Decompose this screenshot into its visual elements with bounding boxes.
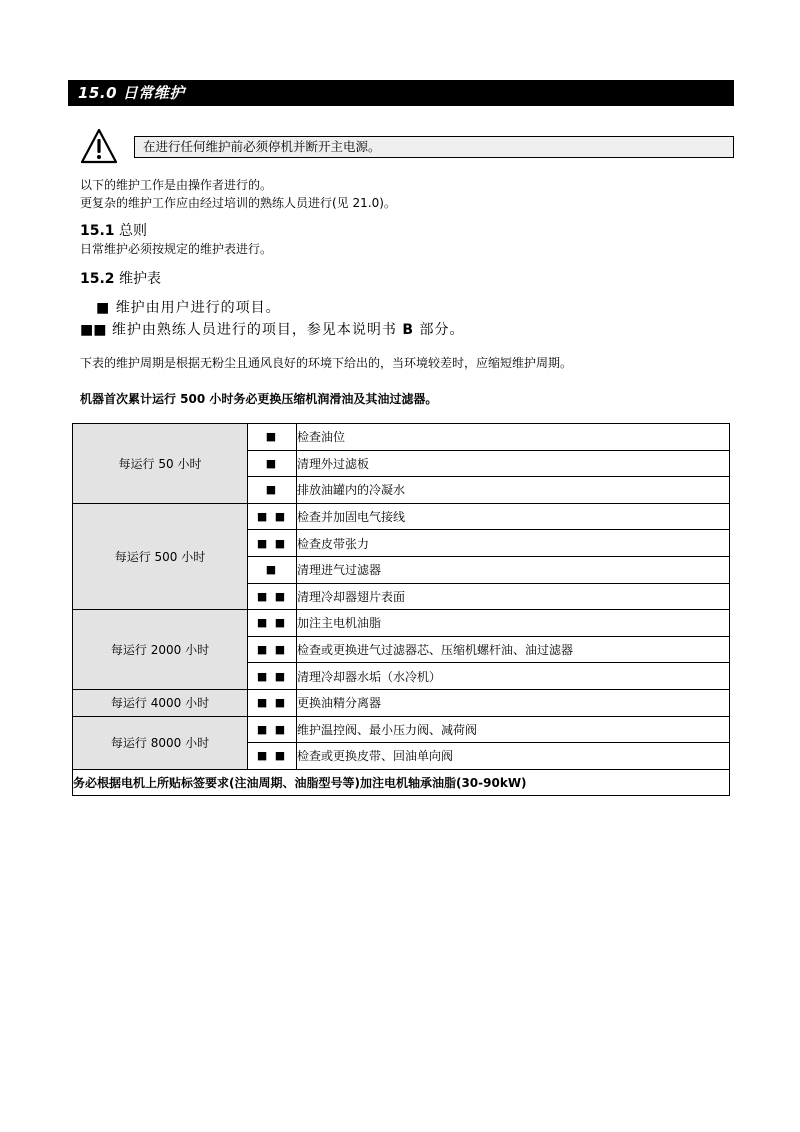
section-15-1-number: 15.1 <box>80 223 115 239</box>
interval-cell: 每运行 8000 小时 <box>73 716 248 769</box>
table-footer-row <box>73 769 730 796</box>
mark-cell: ■ ■ <box>248 610 297 637</box>
double-mark-icon: ■■ <box>80 322 107 338</box>
section-15-1-heading <box>80 220 147 240</box>
intro-line-1: 以下的维护工作是由操作者进行的。 <box>80 178 273 192</box>
section-15-2-title: 维护表 <box>119 271 161 287</box>
section-title: 15.0 日常维护 <box>78 84 185 102</box>
environment-note: 下表的维护周期是根据无粉尘且通风良好的环境下给出的，当环境较差时，应缩短维护周期。 <box>80 356 573 370</box>
task-cell: 维护温控阀、最小压力阀、减荷阀 <box>297 716 730 743</box>
table-row <box>73 689 730 716</box>
maintenance-table <box>72 423 730 796</box>
table-row <box>73 424 730 451</box>
table-footer-note: 务必根据电机上所贴标签要求(注油周期、油脂型号等)加注电机轴承油脂(30-90kW) <box>73 769 730 796</box>
table-row <box>73 716 730 743</box>
task-cell: 检查或更换皮带、回油单向阀 <box>297 743 730 770</box>
legend-double-text-b: B <box>402 322 415 338</box>
interval-cell: 每运行 500 小时 <box>73 503 248 609</box>
task-cell: 加注主电机油脂 <box>297 610 730 637</box>
first-500h-note: 机器首次累计运行 500 小时务必更换压缩机润滑油及其油过滤器。 <box>80 392 438 406</box>
task-cell: 检查油位 <box>297 424 730 451</box>
legend-double-text-pre: 维护由熟练人员进行的项目，参见本说明书 <box>111 322 397 338</box>
single-mark-icon: ■ <box>96 300 111 316</box>
mark-cell: ■ ■ <box>248 743 297 770</box>
mark-cell: ■ ■ <box>248 530 297 557</box>
mark-cell: ■ ■ <box>248 583 297 610</box>
task-cell: 检查并加固电气接线 <box>297 503 730 530</box>
legend-single <box>96 297 281 317</box>
warning-box <box>134 136 734 158</box>
legend-double <box>80 319 465 339</box>
mark-cell: ■ <box>248 424 297 451</box>
task-cell: 清理外过滤板 <box>297 450 730 477</box>
warning-text: 在进行任何维护前必须停机并断开主电源。 <box>143 139 381 154</box>
interval-cell: 每运行 4000 小时 <box>73 689 248 716</box>
section-15-1-body: 日常维护必须按规定的维护表进行。 <box>80 242 273 256</box>
mark-cell: ■ <box>248 450 297 477</box>
warning-triangle-icon <box>80 128 118 164</box>
section-header-bar <box>68 80 734 106</box>
interval-cell: 每运行 50 小时 <box>73 424 248 504</box>
task-cell: 检查或更换进气过滤器芯、压缩机螺杆油、油过滤器 <box>297 636 730 663</box>
mark-cell: ■ ■ <box>248 663 297 690</box>
table-row <box>73 610 730 637</box>
section-15-1-title: 总则 <box>119 223 147 239</box>
mark-cell: ■ ■ <box>248 716 297 743</box>
mark-cell: ■ <box>248 556 297 583</box>
task-cell: 排放油罐内的冷凝水 <box>297 477 730 504</box>
intro-line-2: 更复杂的维护工作应由经过培训的熟练人员进行(见 21.0)。 <box>80 196 396 210</box>
task-cell: 清理冷却器水垢（水冷机） <box>297 663 730 690</box>
mark-cell: ■ ■ <box>248 503 297 530</box>
mark-cell: ■ ■ <box>248 636 297 663</box>
table-row <box>73 503 730 530</box>
task-cell: 检查皮带张力 <box>297 530 730 557</box>
task-cell: 清理进气过滤器 <box>297 556 730 583</box>
task-cell: 清理冷却器翅片表面 <box>297 583 730 610</box>
section-15-2-heading <box>80 268 161 288</box>
legend-single-text: 维护由用户进行的项目。 <box>115 300 281 316</box>
task-cell: 更换油精分离器 <box>297 689 730 716</box>
interval-cell: 每运行 2000 小时 <box>73 610 248 690</box>
mark-cell: ■ ■ <box>248 689 297 716</box>
section-15-2-number: 15.2 <box>80 271 115 287</box>
mark-cell: ■ <box>248 477 297 504</box>
legend-double-text-post: 部分。 <box>419 322 465 338</box>
